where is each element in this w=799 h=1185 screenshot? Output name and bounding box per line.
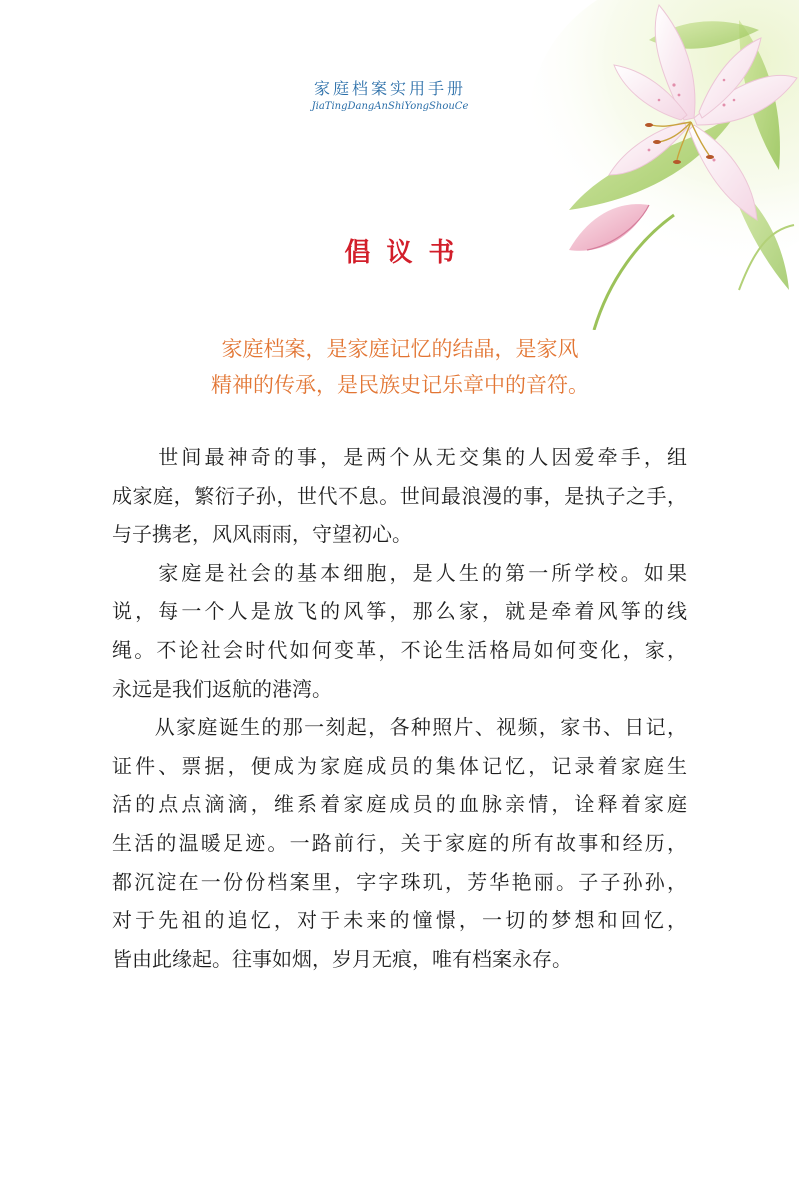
- body-line: 对于先祖的追忆，对于未来的憧憬，一切的梦想和回忆，: [112, 908, 687, 933]
- body-line: 都沉淀在一份份档案里，字字珠玑，芳华艳丽。子子孙孙，: [112, 869, 687, 894]
- body-line: 活的点点滴滴，维系着家庭成员的血脉亲情，诠释着家庭: [112, 792, 687, 817]
- body-line: 世间最神奇的事，是两个从无交集的人因爱牵手，组: [112, 445, 687, 469]
- body-line: 皆由此缘起。往事如烟，岁月无痕，唯有档案永存。: [112, 946, 572, 971]
- lily-flower-illustration: [499, 0, 799, 330]
- manual-header: [270, 78, 510, 114]
- body-line: 生活的温暖足迹。一路前行，关于家庭的所有故事和经历，: [112, 830, 687, 855]
- intro-line: 精神的传承，是民族史记乐章中的音符。: [211, 373, 589, 397]
- body-line: 成家庭，繁衍子孙，世代不息。世间最浪漫的事，是执子之手，: [112, 483, 687, 508]
- body-line: 证件、票据，便成为家庭成员的集体记忆，记录着家庭生: [112, 753, 687, 778]
- intro-line: 家庭档案，是家庭记忆的结晶，是家风: [221, 337, 579, 361]
- manual-pinyin: JiaTingDangAnShiYongShouCe: [311, 101, 469, 112]
- body-line: 说，每一个人是放飞的风筝，那么家，就是牵着风筝的线: [112, 599, 687, 624]
- manual-title: 家庭档案实用手册: [313, 79, 466, 98]
- body-line: 永远是我们返航的港湾。: [112, 676, 332, 701]
- body-line: 家庭是社会的基本细胞，是人生的第一所学校。如果: [112, 560, 687, 585]
- document-title: 倡议书: [344, 238, 471, 268]
- body-line: 从家庭诞生的那一刻起，各种照片、视频，家书、日记，: [112, 715, 687, 740]
- body-line: 与子携老，风风雨雨，守望初心。: [112, 522, 412, 547]
- intro-quote: [120, 331, 680, 403]
- body-line: 绳。不论社会时代如何变革，不论生活格局如何变化，家，: [112, 637, 687, 662]
- body-text: [112, 438, 687, 978]
